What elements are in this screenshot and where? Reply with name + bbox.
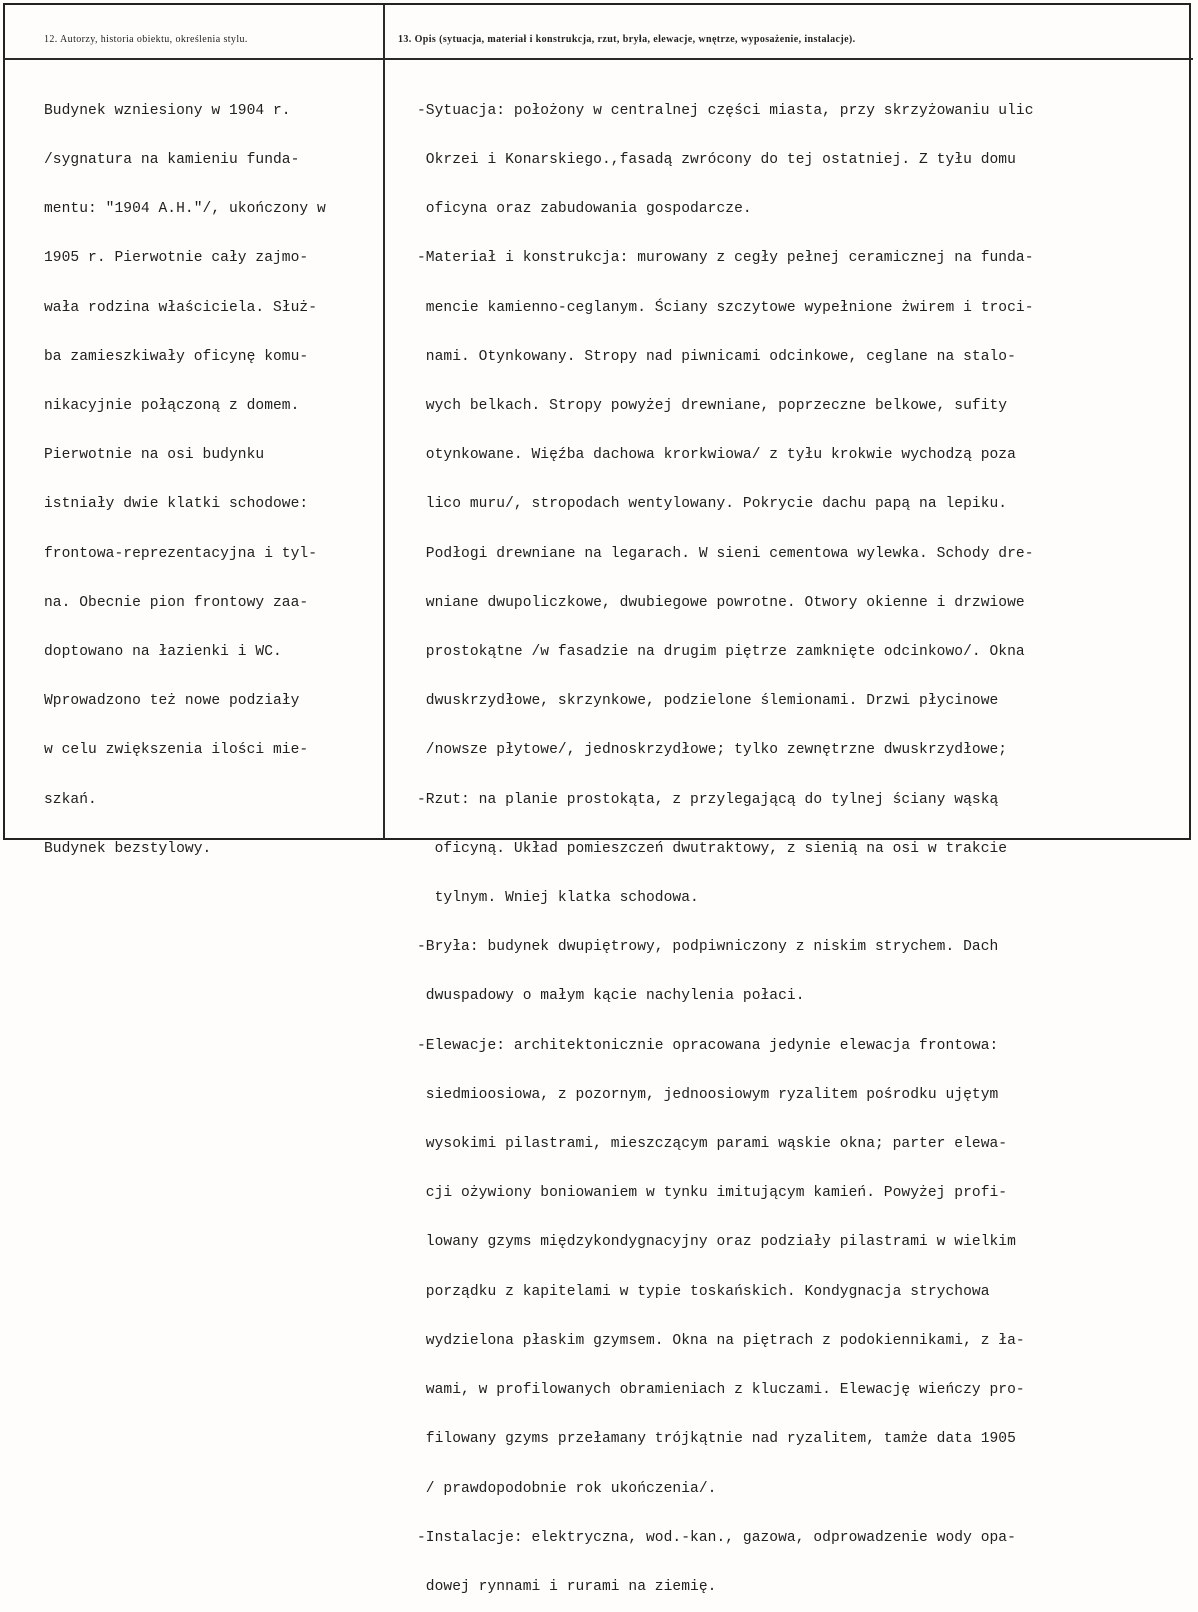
description-line: -Bryła: budynek dwupiętrowy, podpiwniczony z niskim strychem. Dach	[417, 939, 999, 956]
description-line: Podłogi drewniane na legarach. W sieni cementowa wylewka. Schody dre-	[417, 545, 1034, 562]
section-12-heading: 12. Autorzy, historia obiektu, określenia stylu.	[44, 34, 248, 45]
description-line: cji ożywiony boniowaniem w tynku imitującym kamień. Powyżej profi-	[417, 1185, 1008, 1202]
description-line: -Rzut: na planie prostokąta, z przylegającą do tylnej ściany wąską	[417, 791, 999, 808]
section-13-label: (sytuacja, materiał i konstrukcja, rzut, bryła, elewacje, wnętrze, wyposażenie, instalacje).	[436, 34, 856, 45]
description-line: -Elewacje: architektonicznie opracowana jedynie elewacja frontowa:	[417, 1037, 999, 1054]
history-line: istniały dwie klatki schodowe:	[44, 496, 309, 513]
history-line: 1905 r. Pierwotnie cały zajmo-	[44, 250, 309, 267]
history-line: wała rodzina właściciela. Służ-	[44, 299, 318, 316]
description-line: prostokątne /w fasadzie na drugim piętrze zamknięte odcinkowo/. Okna	[417, 644, 1025, 661]
history-line: Wprowadzono też nowe podziały	[44, 693, 300, 710]
description-line: wami, w profilowanych obramieniach z kluczami. Elewację wieńczy pro-	[417, 1382, 1025, 1399]
section-13-number: 13. Opis	[398, 34, 437, 45]
history-line: frontowa-reprezentacyjna i tyl-	[44, 545, 318, 562]
history-line: mentu: "1904 A.H."/, ukończony w	[44, 201, 326, 218]
section-13-heading	[398, 34, 856, 45]
description-line: otynkowane. Więźba dachowa krorkwiowa/ z tyłu krokwie wychodzą poza	[417, 447, 1016, 464]
description-line: lico muru/, stropodach wentylowany. Pokrycie dachu papą na lepiku.	[417, 496, 1008, 513]
description-line: -Materiał i konstrukcja: murowany z cegły pełnej ceramicznej na funda-	[417, 250, 1034, 267]
description-line: dwuspadowy o małym kącie nachylenia połaci.	[417, 988, 805, 1005]
description-line: / prawdopodobnie rok ukończenia/.	[417, 1480, 717, 1497]
description-line: /nowsze płytowe/, jednoskrzydłowe; tylko zewnętrzne dwuskrzydłowe;	[417, 742, 1008, 759]
description-line: filowany gzyms przełamany trójkątnie nad ryzalitem, tamże data 1905	[417, 1431, 1016, 1448]
description-line: dowej rynnami i rurami na ziemię.	[417, 1578, 717, 1595]
description-line: dwuskrzydłowe, skrzynkowe, podzielone ślemionami. Drzwi płycinowe	[417, 693, 999, 710]
column-divider	[383, 5, 385, 839]
description-text	[417, 70, 1034, 1612]
history-line: /sygnatura na kamieniu funda-	[44, 152, 300, 169]
history-line: Budynek bezstylowy.	[44, 840, 212, 857]
header-divider	[3, 58, 1193, 60]
description-line: wysokimi pilastrami, mieszczącym parami wąskie okna; parter elewa-	[417, 1136, 1008, 1153]
history-line: szkań.	[44, 791, 97, 808]
description-line: wych belkach. Stropy powyżej drewniane, poprzeczne belkowe, sufity	[417, 398, 1008, 415]
history-line: Budynek wzniesiony w 1904 r.	[44, 102, 291, 119]
description-line: oficyna oraz zabudowania gospodarcze.	[417, 201, 752, 218]
description-line: wniane dwupoliczkowe, dwubiegowe powrotne. Otwory okienne i drzwiowe	[417, 594, 1025, 611]
history-line: doptowano na łazienki i WC.	[44, 644, 282, 661]
description-line: oficyną. Układ pomieszczeń dwutraktowy, z sienią na osi w trakcie	[417, 840, 1008, 857]
description-line: mencie kamienno-ceglanym. Ściany szczytowe wypełnione żwirem i troci-	[417, 299, 1034, 316]
description-line: wydzielona płaskim gzymsem. Okna na piętrach z podokiennikami, z ła-	[417, 1332, 1025, 1349]
description-line: -Sytuacja: położony w centralnej części miasta, przy skrzyżowaniu ulic	[417, 102, 1034, 119]
history-line: na. Obecnie pion frontowy zaa-	[44, 594, 309, 611]
history-line: nikacyjnie połączoną z domem.	[44, 398, 300, 415]
history-text	[44, 70, 326, 874]
description-line: porządku z kapitelami w typie toskańskich. Kondygnacja strychowa	[417, 1283, 990, 1300]
description-line: Okrzei i Konarskiego.,fasadą zwrócony do tej ostatniej. Z tyłu domu	[417, 152, 1016, 169]
description-line: tylnym. Wniej klatka schodowa.	[417, 890, 699, 907]
description-line: nami. Otynkowany. Stropy nad piwnicami odcinkowe, ceglane na stalo-	[417, 348, 1016, 365]
description-line: siedmioosiowa, z pozornym, jednoosiowym ryzalitem pośrodku ujętym	[417, 1086, 999, 1103]
description-line: lowany gzyms międzykondygnacyjny oraz podziały pilastrami w wielkim	[417, 1234, 1016, 1251]
history-line: w celu zwiększenia ilości mie-	[44, 742, 309, 759]
description-line: -Instalacje: elektryczna, wod.-kan., gazowa, odprowadzenie wody opa-	[417, 1529, 1016, 1546]
history-line: Pierwotnie na osi budynku	[44, 447, 265, 464]
history-line: ba zamieszkiwały oficynę komu-	[44, 348, 309, 365]
